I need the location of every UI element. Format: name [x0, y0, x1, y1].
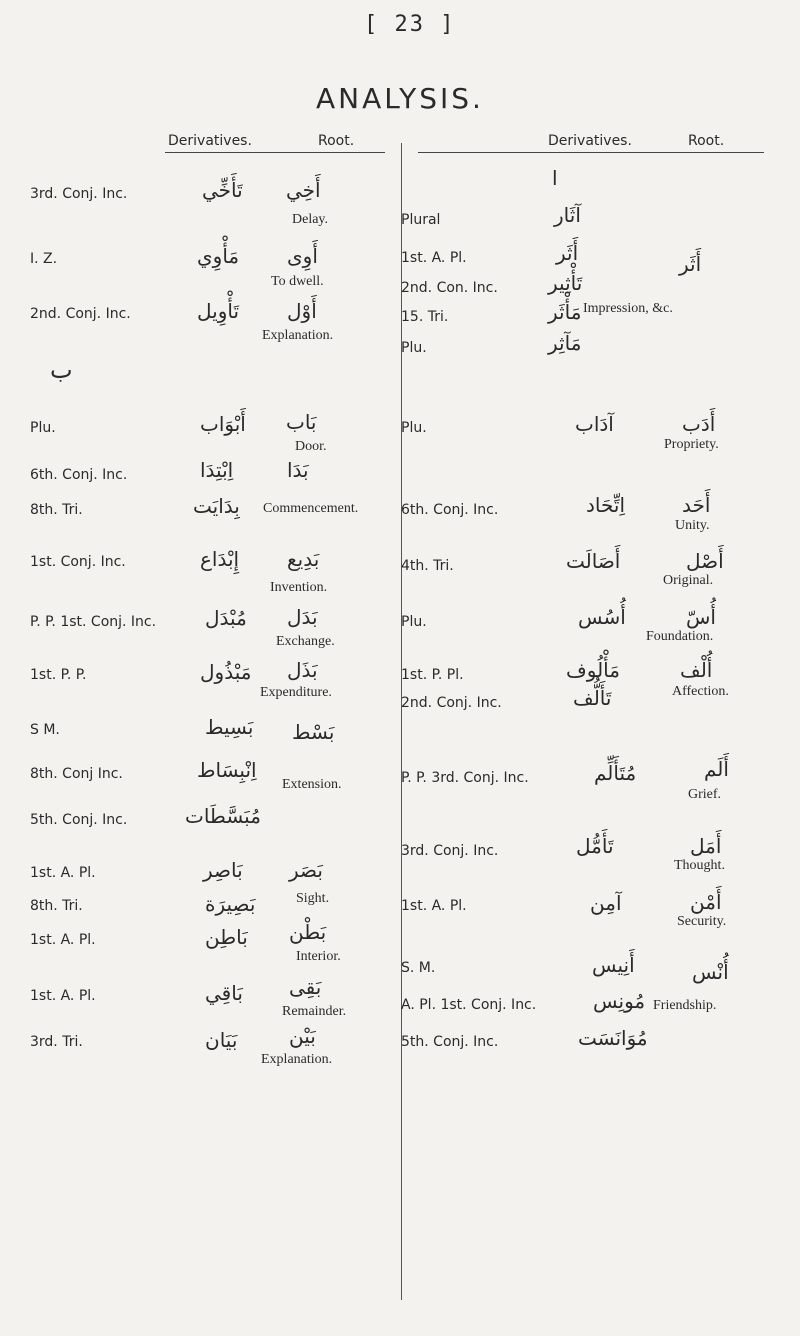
entry-label: 3rd. Tri. — [30, 1034, 83, 1050]
root-arabic: بَصَر — [289, 858, 323, 882]
root-arabic: أَلَم — [704, 757, 729, 781]
entry-label: 5th. Conj. Inc. — [401, 1034, 499, 1050]
root-gloss: Unity. — [675, 518, 710, 533]
root-gloss: Extension. — [282, 777, 342, 792]
root-arabic: أُسّ — [686, 605, 716, 629]
root-arabic: بَقِى — [289, 975, 322, 999]
left-root-header: Root. — [318, 133, 355, 149]
root-gloss: Expenditure. — [260, 685, 332, 700]
derivative-arabic: مُبْدَل — [205, 606, 247, 630]
root-gloss: Foundation. — [646, 629, 714, 644]
derivative-arabic: أُسُس — [578, 605, 626, 629]
derivative-arabic: اِبْتِدَا — [200, 458, 234, 482]
derivative-arabic: اِتِّحَاد — [586, 493, 626, 517]
root-arabic: بَدَا — [287, 458, 309, 482]
root-arabic: أَدَب — [682, 412, 716, 436]
entry-label: 5th. Conj. Inc. — [30, 812, 128, 828]
derivative-arabic: إِبْدَاع — [200, 547, 240, 571]
derivative-arabic: بَاصِر — [203, 858, 243, 882]
derivative-arabic: مَبْذُول — [200, 660, 252, 684]
root-gloss: Door. — [295, 439, 327, 454]
derivative-arabic: أَنِيس — [592, 953, 635, 977]
entry-label: 15. Tri. — [401, 309, 449, 325]
derivative-arabic: مُبَسَّطَات — [185, 804, 261, 828]
derivative-arabic: تَأْوِيل — [197, 299, 240, 323]
root-gloss: Delay. — [292, 212, 329, 227]
derivative-arabic: تَأَلُّف — [573, 686, 612, 710]
entry-label: P. P. 1st. Conj. Inc. — [30, 614, 157, 630]
entry-label: 2nd. Conj. Inc. — [30, 306, 131, 322]
root-gloss: Propriety. — [664, 437, 719, 452]
entry-label: 3rd. Conj. Inc. — [401, 843, 499, 859]
root-gloss: Remainder. — [282, 1004, 347, 1019]
entry-label: 1st. P. P. — [30, 667, 87, 683]
entry-label: 1st. Conj. Inc. — [30, 554, 126, 570]
derivative-arabic: بِدَايَت — [193, 494, 240, 518]
derivative-arabic: آمِن — [590, 891, 622, 915]
entry-label: S. M. — [401, 960, 436, 976]
derivative-arabic: مَأْثَر — [548, 300, 582, 324]
derivative-arabic: تَأْثِير — [548, 271, 583, 295]
derivative-arabic: بَاطِن — [205, 925, 248, 949]
derivative-arabic: أَصَالَت — [566, 549, 621, 573]
derivative-arabic: مَأْوِي — [197, 244, 240, 268]
entry-label: Plu. — [401, 340, 427, 356]
entry-label: 1st. A. Pl. — [401, 898, 467, 914]
entry-label: 6th. Conj. Inc. — [401, 502, 499, 518]
root-gloss: Interior. — [296, 949, 341, 964]
entry-label: Plu. — [30, 420, 56, 436]
root-arabic: أَخِي — [286, 178, 321, 202]
entry-label: P. P. 3rd. Conj. Inc. — [401, 770, 529, 786]
derivative-arabic: أَبْوَاب — [200, 412, 246, 436]
root-gloss: Impression, &c. — [583, 301, 673, 316]
entry-label: 1st. A. Pl. — [30, 865, 96, 881]
section-letter: ب — [50, 356, 73, 384]
root-gloss: Explanation. — [261, 1052, 333, 1067]
root-arabic: أُنْس — [692, 960, 729, 984]
section-letter: ا — [552, 166, 558, 190]
root-gloss: Security. — [677, 914, 727, 929]
page-number: [ 23 ] — [364, 12, 456, 37]
root-gloss: Affection. — [672, 684, 729, 699]
root-gloss: Original. — [663, 573, 714, 588]
derivative-arabic: مَأْلُوف — [566, 658, 620, 682]
entry-label: 8th. Conj Inc. — [30, 766, 123, 782]
root-arabic: أَثَر — [679, 252, 702, 276]
root-gloss: Invention. — [270, 580, 328, 595]
derivative-arabic: مُوَانَسَت — [578, 1026, 648, 1050]
entry-label: 2nd. Con. Inc. — [401, 280, 498, 296]
entry-label: A. Pl. 1st. Conj. Inc. — [401, 997, 537, 1013]
derivative-arabic: آدَاب — [575, 412, 614, 436]
root-arabic: أَمَل — [690, 834, 722, 858]
entry-label: 3rd. Conj. Inc. — [30, 186, 128, 202]
derivative-arabic: بَيَان — [205, 1028, 238, 1052]
derivative-arabic: أَثَر — [556, 241, 579, 265]
derivative-arabic: بَسِيط — [205, 715, 254, 739]
left-header-rule — [165, 152, 385, 153]
left-derivatives-header: Derivatives. — [168, 133, 252, 149]
root-arabic: بَدِيع — [287, 547, 320, 571]
derivative-arabic: اِنْبِسَاط — [197, 758, 257, 782]
derivative-arabic: آثَار — [554, 203, 581, 227]
root-arabic: أُلْف — [680, 658, 713, 682]
page-title: ANALYSIS. — [316, 82, 484, 115]
root-gloss: Grief. — [688, 787, 722, 802]
entry-label: 6th. Conj. Inc. — [30, 467, 128, 483]
derivative-arabic: بَاقِي — [205, 981, 243, 1005]
entry-label — [401, 212, 440, 228]
root-arabic: أَوِى — [287, 244, 318, 268]
entry-label: 8th. Tri. — [30, 898, 83, 914]
root-gloss: Explanation. — [262, 328, 334, 343]
root-arabic: بَسْط — [292, 720, 335, 744]
derivative-arabic: بَصِيرَة — [205, 892, 256, 916]
right-root-header: Root. — [688, 133, 725, 149]
root-gloss: Sight. — [296, 891, 330, 906]
root-gloss: To dwell. — [271, 274, 324, 289]
entry-label: 8th. Tri. — [30, 502, 83, 518]
root-arabic: بَدَل — [287, 605, 318, 629]
root-arabic: بَاب — [286, 410, 317, 434]
entry-label: Plu. — [401, 614, 427, 630]
root-gloss: Exchange. — [276, 634, 335, 649]
root-arabic: بَطْن — [289, 920, 327, 944]
entry-label: Plu. — [401, 420, 427, 436]
derivative-arabic: تَأَمُّل — [576, 834, 614, 858]
derivative-arabic: مَآثِر — [548, 331, 582, 355]
entry-label: 1st. A. Pl. — [30, 988, 96, 1004]
derivative-arabic: مُتَأَلِّم — [594, 761, 637, 785]
right-header-rule — [418, 152, 764, 153]
root-arabic: أَصْل — [686, 549, 724, 573]
root-gloss: Commencement. — [263, 501, 359, 516]
root-arabic: أَوْل — [287, 299, 317, 323]
root-arabic: بَيْن — [289, 1024, 316, 1048]
entry-label: 1st. A. Pl. — [30, 932, 96, 948]
entry-label: I. Z. — [30, 251, 58, 267]
entry-label: 1st. A. Pl. — [401, 250, 467, 266]
root-arabic: أَمْن — [690, 890, 722, 914]
derivative-arabic: مُونِس — [593, 989, 646, 1013]
root-gloss: Friendship. — [653, 998, 717, 1013]
root-gloss: Thought. — [674, 858, 725, 873]
entry-label: 4th. Tri. — [401, 558, 454, 574]
entry-label: 2nd. Conj. Inc. — [401, 695, 502, 711]
entry-label-text: Plural — [401, 212, 441, 228]
root-arabic: أَحَد — [682, 493, 711, 517]
derivative-arabic: تَأَخِّي — [202, 178, 243, 202]
entry-label: 1st. P. Pl. — [401, 667, 464, 683]
root-arabic: بَذَل — [287, 658, 318, 682]
right-derivatives-header: Derivatives. — [548, 133, 632, 149]
entry-label: S M. — [30, 722, 60, 738]
